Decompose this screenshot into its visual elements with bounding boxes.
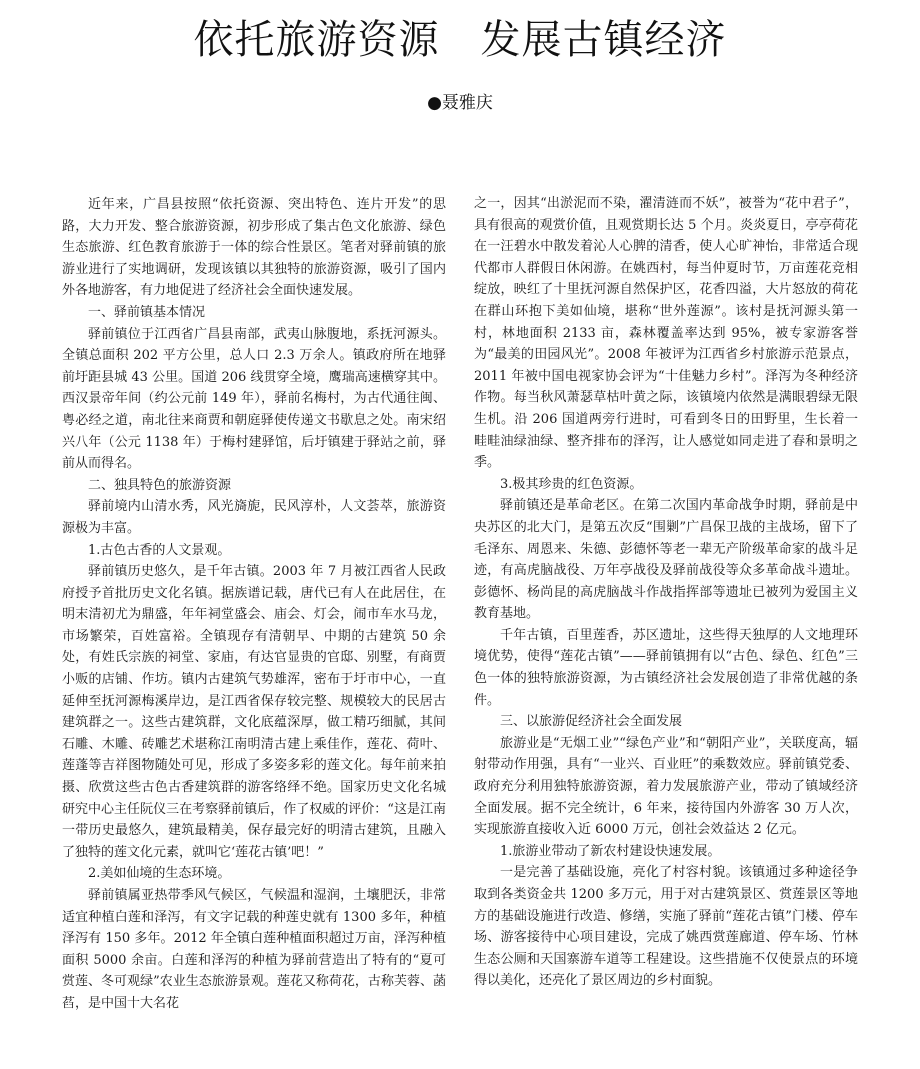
paragraph: 驿前镇位于江西省广昌县南部，武夷山脉腹地，系抚河源头。全镇总面积 202 平方公里，总人口 2.3 万余人。镇政府所在地驿前圩距县城 43 公里。国道 206 线贯穿全境，鹰瑞高速横穿其中。西汉景帝年间（约公元前 149 年），驿前名梅村，为古代通往闽、粤必经之道，南北往来商贾和朝庭驿使传递文书歇息之处。南宋绍兴八年（公元 1138 年）于梅村建驿馆，后圩镇建于驿站之前，驿前从而得名。: [62, 326, 446, 472]
paragraph: 驿前境内山清水秀，风光旖旎，民风淳朴，人文荟萃，旅游资源极为丰富。: [62, 499, 446, 536]
paragraph: 驿前镇属亚热带季风气候区，气候温和湿润，土壤肥沃，非常适宜种植白莲和泽泻，有文字记载的种莲史就有 1300 多年，种植泽泻有 150 多年。2012 年全镇白莲种植面积超过万亩，泽泻种植面积 5000 余亩。白莲和泽泻的种植为驿前营造出了特有的“夏可赏莲、冬可观绿”农业生态旅游景观。莲花又称荷花，古称芙蓉、菡萏，是中国十大名花: [62, 888, 446, 1011]
subsection-heading: 3.极其珍贵的红色资源。: [500, 476, 643, 492]
paragraph: 一是完善了基础设施，亮化了村容村貌。该镇通过多种途径争取到各类资金共 1200 多万元，用于对古建筑景区、赏莲景区等地方的基础设施进行改造、修缮，实施了驿前“莲花古镇”门楼、停车场、游客接待中心项目建设，完成了姚西赏莲廊道、停车场、竹林生态公厕和天国寨游车道等工程建设。这些措施不仅使景点的环境得以美化，还亮化了景区周边的乡村面貌。: [474, 865, 858, 989]
paragraph: 旅游业是“无烟工业”“绿色产业”和“朝阳产业”，关联度高，辐射带动作用强，具有“一业兴、百业旺”的乘数效应。驿前镇党委、政府充分利用独特旅游资源，着力发展旅游产业，带动了镇域经济全面发展。据不完全统计，6 年来，接待国内外游客 30 万人次，实现旅游直接收入近 6000 万元，创社会效益达 2 亿元。: [474, 735, 858, 838]
subsection-heading: 1.旅游业带动了新农村建设快速发展。: [500, 843, 721, 859]
byline: [0, 88, 920, 113]
right-column: [474, 193, 858, 992]
paragraph: 之一，因其“出淤泥而不染，濯清涟而不妖”，被誉为“花中君子”，具有很高的观赏价值，且观赏期长达 5 个月。炎炎夏日，亭亭荷花在一汪碧水中散发着沁人心脾的清香，使人心旷神怡，非常适合现代都市人群假日休闲游。在姚西村，每当仲夏时节，万亩莲花竞相绽放，映红了十里抚河源自然保护区，花香四溢，大片怒放的荷花在群山环抱下美如仙境，堪称“世外莲源”。该村是抚河源头第一村，林地面积 2133 亩，森林覆盖率达到 95%，被专家游客誉为“最美的田园风光”。2008 年被评为江西省乡村旅游示范景点，2011 年被中国电视家协会评为“十佳魅力乡村”。泽泻为冬种经济作物。每当秋风萧瑟草枯叶黄之际，该镇境内依然是满眼碧绿无限生机。沿 206 国道两旁行进时，可看到冬日的田野里，生长着一畦畦油绿油绿、整齐排布的泽泻，让人感觉如同走进了春和景明之季。: [474, 196, 858, 471]
paragraph: 千年古镇，百里莲香，苏区遗址，这些得天独厚的人文地理环境优势，使得“莲花古镇”——驿前镇拥有以“古色、绿色、红色”三色一体的独特旅游资源，为古镇经济社会发展创造了非常优越的条件。: [474, 627, 858, 708]
article-title: 依托旅游资源 发展古镇经济: [193, 17, 727, 63]
section-heading: 一、驿前镇基本情况: [88, 304, 206, 320]
left-column: [62, 194, 446, 1015]
author-name: 聂雅庆: [441, 93, 493, 113]
section-heading: 三、以旅游促经济社会全面发展: [500, 714, 683, 730]
bullet-icon: ●: [427, 93, 442, 113]
paragraph: 驿前镇还是革命老区。在第二次国内革命战争时期，驿前是中央苏区的北大门，是第五次反“围剿”广昌保卫战的主战场，留下了毛泽东、周恩来、朱德、彭德怀等老一辈无产阶级革命家的战斗足迹，有高虎脑战役、万年亭战役及驿前战役等众多革命战斗遗址。彭德怀、杨尚昆的高虎脑战斗作战指挥部等遗址已被列为爱国主义教育基地。: [474, 498, 858, 622]
subsection-heading: 2.美如仙境的生态环境。: [88, 866, 231, 882]
paragraph: 驿前镇历史悠久，是千年古镇。2003 年 7 月被江西省人民政府授予首批历史文化名镇。据族谱记载，唐代已有人在此居住，在明末清初尤为鼎盛，年年祠堂盛会、庙会、灯会，闹市车水马龙，市场繁荣，百姓富裕。全镇现存有清朝早、中期的古建筑 50 余处，有姓氏宗族的祠堂、家庙，有达官显贵的官邸、别墅，有商贾小贩的店铺、作坊。镇内古建筑气势雄浑，密布于圩市中心，一直延伸至抚河源梅溪岸边，是江西省保存较完整、规模较大的民居古建筑群之一。这些古建筑群，文化底蕴深厚，做工精巧细腻，其间石雕、木雕、砖雕艺术堪称江南明清古建上乘佳作，莲花、荷叶、莲蓬等吉祥图物随处可见，形成了多姿多彩的莲文化。每年前来拍摄、欣赏这些古色古香建筑群的游客络绎不绝。国家历史文化名城研究中心主任阮仪三在考察驿前镇后，作了权威的评价：“这是江南一带历史最悠久，建筑最精美，保存最完好的明清古建筑，且融入了独特的莲文化元素，就叫它‘莲花古镇’吧！”: [62, 564, 446, 860]
subsection-heading: 1.古色古香的人文景观。: [88, 542, 231, 558]
paragraph: 近年来，广昌县按照“依托资源、突出特色、连片开发”的思路，大力开发、整合旅游资源，初步形成了集古色文化旅游、绿色生态旅游、红色教育旅游于一体的综合性景区。笔者对驿前镇的旅游业进行了实地调研，发现该镇以其独特的旅游资源，吸引了国内外各地游客，有力地促进了经济社会全面快速发展。: [62, 197, 446, 299]
section-heading: 二、独具特色的旅游资源: [88, 477, 232, 493]
